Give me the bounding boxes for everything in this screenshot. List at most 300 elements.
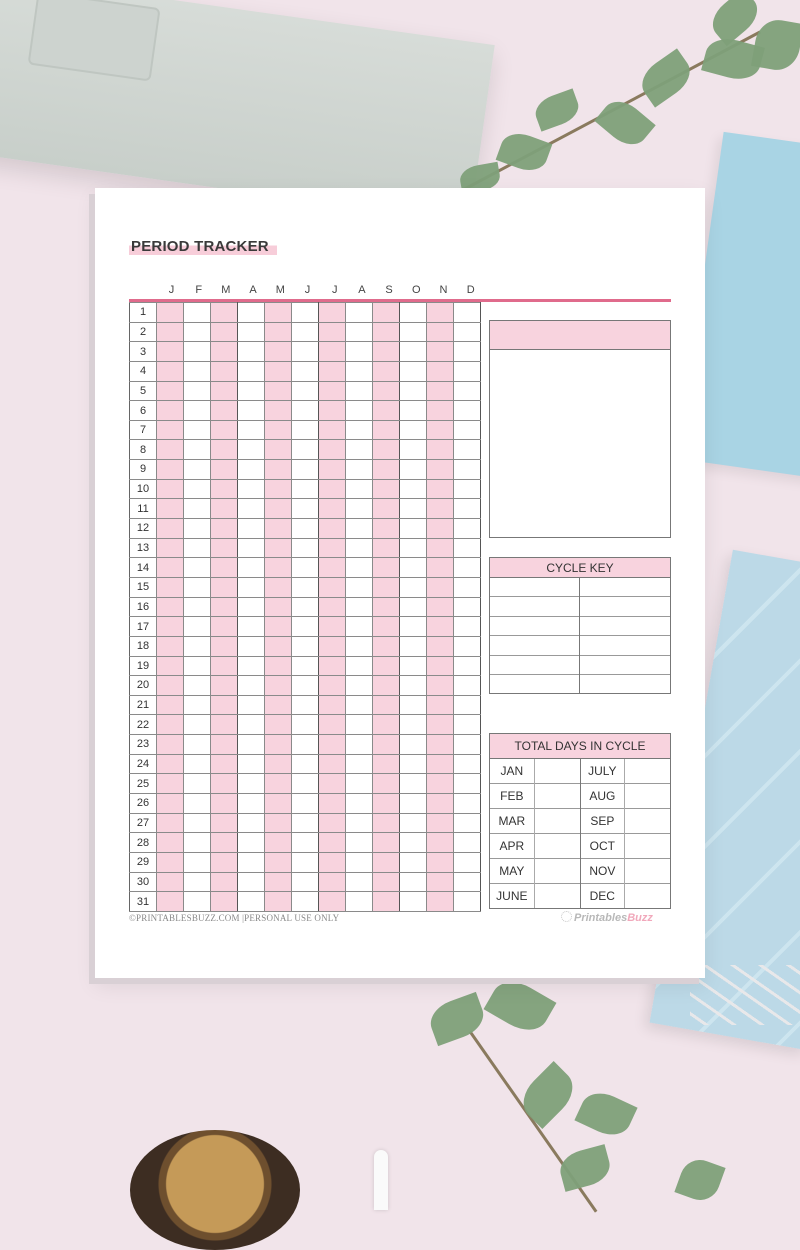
tracker-cell[interactable] [184,715,211,735]
tracker-cell[interactable] [454,499,481,519]
tracker-cell[interactable] [265,715,292,735]
tracker-cell[interactable] [157,558,184,578]
tracker-cell[interactable] [157,892,184,912]
tracker-cell[interactable] [211,322,238,342]
tracker-cell[interactable] [211,597,238,617]
tracker-cell[interactable] [238,499,265,519]
tracker-cell[interactable] [238,833,265,853]
tracker-cell[interactable] [400,401,427,421]
tracker-cell[interactable] [373,322,400,342]
tracker-cell[interactable] [346,636,373,656]
tracker-cell[interactable] [238,794,265,814]
tracker-cell[interactable] [184,401,211,421]
tracker-cell[interactable] [211,774,238,794]
tracker-cell[interactable] [265,440,292,460]
tracker-cell[interactable] [292,361,319,381]
tracker-cell[interactable] [454,479,481,499]
tracker-cell[interactable] [157,519,184,539]
tracker-cell[interactable] [265,833,292,853]
cycle-key-symbol-cell[interactable] [490,655,580,674]
tracker-cell[interactable] [400,597,427,617]
tracker-cell[interactable] [184,872,211,892]
tracker-cell[interactable] [346,676,373,696]
tracker-cell[interactable] [211,499,238,519]
tracker-cell[interactable] [157,460,184,480]
tracker-cell[interactable] [184,833,211,853]
tracker-cell[interactable] [211,460,238,480]
tracker-cell[interactable] [400,322,427,342]
tracker-cell[interactable] [427,322,454,342]
tracker-cell[interactable] [427,538,454,558]
tracker-cell[interactable] [238,617,265,637]
tracker-cell[interactable] [400,381,427,401]
tracker-cell[interactable] [157,617,184,637]
tracker-cell[interactable] [211,872,238,892]
tracker-cell[interactable] [454,695,481,715]
tracker-cell[interactable] [184,754,211,774]
tracker-cell[interactable] [265,636,292,656]
tracker-cell[interactable] [346,813,373,833]
tracker-cell[interactable] [427,715,454,735]
tracker-cell[interactable] [238,676,265,696]
tracker-cell[interactable] [400,303,427,323]
total-days-value-cell[interactable] [625,859,670,884]
tracker-cell[interactable] [184,303,211,323]
tracker-cell[interactable] [319,676,346,696]
tracker-cell[interactable] [211,695,238,715]
tracker-cell[interactable] [400,872,427,892]
tracker-cell[interactable] [157,872,184,892]
tracker-cell[interactable] [427,774,454,794]
tracker-cell[interactable] [454,577,481,597]
tracker-cell[interactable] [427,794,454,814]
tracker-cell[interactable] [292,460,319,480]
tracker-cell[interactable] [238,342,265,362]
total-days-value-cell[interactable] [534,859,580,884]
tracker-cell[interactable] [157,852,184,872]
tracker-cell[interactable] [319,833,346,853]
tracker-cell[interactable] [373,892,400,912]
tracker-cell[interactable] [157,695,184,715]
tracker-cell[interactable] [319,872,346,892]
tracker-cell[interactable] [400,440,427,460]
cycle-key-meaning-cell[interactable] [580,578,671,597]
tracker-cell[interactable] [184,440,211,460]
tracker-cell[interactable] [211,715,238,735]
tracker-cell[interactable] [427,303,454,323]
tracker-cell[interactable] [292,519,319,539]
total-days-value-cell[interactable] [625,834,670,859]
tracker-cell[interactable] [346,460,373,480]
tracker-cell[interactable] [427,852,454,872]
tracker-cell[interactable] [184,519,211,539]
tracker-cell[interactable] [265,519,292,539]
tracker-cell[interactable] [319,597,346,617]
tracker-cell[interactable] [319,342,346,362]
tracker-cell[interactable] [292,420,319,440]
tracker-cell[interactable] [319,303,346,323]
tracker-cell[interactable] [292,715,319,735]
tracker-cell[interactable] [292,656,319,676]
tracker-cell[interactable] [265,735,292,755]
tracker-cell[interactable] [157,499,184,519]
tracker-cell[interactable] [427,617,454,637]
tracker-cell[interactable] [454,401,481,421]
tracker-cell[interactable] [157,361,184,381]
tracker-cell[interactable] [400,617,427,637]
tracker-cell[interactable] [265,774,292,794]
tracker-cell[interactable] [292,303,319,323]
tracker-cell[interactable] [265,597,292,617]
tracker-cell[interactable] [157,440,184,460]
tracker-cell[interactable] [157,479,184,499]
tracker-cell[interactable] [211,342,238,362]
tracker-cell[interactable] [265,381,292,401]
total-days-value-cell[interactable] [534,834,580,859]
tracker-cell[interactable] [400,519,427,539]
tracker-cell[interactable] [184,577,211,597]
tracker-cell[interactable] [427,833,454,853]
tracker-cell[interactable] [265,794,292,814]
tracker-cell[interactable] [373,833,400,853]
tracker-cell[interactable] [157,774,184,794]
tracker-cell[interactable] [184,774,211,794]
tracker-cell[interactable] [184,558,211,578]
cycle-key-symbol-cell[interactable] [490,674,580,693]
cycle-key-symbol-cell[interactable] [490,578,580,597]
tracker-cell[interactable] [292,872,319,892]
tracker-cell[interactable] [400,420,427,440]
tracker-cell[interactable] [319,636,346,656]
tracker-cell[interactable] [373,636,400,656]
tracker-cell[interactable] [319,794,346,814]
tracker-cell[interactable] [211,617,238,637]
tracker-cell[interactable] [400,460,427,480]
tracker-cell[interactable] [346,538,373,558]
tracker-cell[interactable] [157,754,184,774]
tracker-cell[interactable] [319,715,346,735]
tracker-cell[interactable] [184,420,211,440]
tracker-cell[interactable] [211,735,238,755]
tracker-cell[interactable] [157,676,184,696]
tracker-cell[interactable] [454,420,481,440]
tracker-cell[interactable] [211,892,238,912]
tracker-cell[interactable] [211,794,238,814]
tracker-cell[interactable] [346,519,373,539]
tracker-cell[interactable] [157,833,184,853]
tracker-cell[interactable] [292,774,319,794]
tracker-cell[interactable] [454,617,481,637]
tracker-cell[interactable] [373,676,400,696]
tracker-cell[interactable] [400,577,427,597]
tracker-cell[interactable] [319,538,346,558]
tracker-cell[interactable] [400,892,427,912]
tracker-cell[interactable] [346,381,373,401]
tracker-cell[interactable] [265,676,292,696]
tracker-cell[interactable] [265,558,292,578]
total-days-value-cell[interactable] [625,784,670,809]
tracker-cell[interactable] [184,636,211,656]
tracker-cell[interactable] [373,420,400,440]
tracker-cell[interactable] [400,833,427,853]
tracker-cell[interactable] [454,892,481,912]
tracker-cell[interactable] [238,813,265,833]
tracker-cell[interactable] [454,538,481,558]
tracker-cell[interactable] [238,715,265,735]
tracker-cell[interactable] [373,715,400,735]
tracker-cell[interactable] [157,538,184,558]
tracker-cell[interactable] [454,303,481,323]
tracker-cell[interactable] [238,892,265,912]
tracker-cell[interactable] [319,695,346,715]
tracker-cell[interactable] [373,735,400,755]
tracker-cell[interactable] [292,892,319,912]
tracker-cell[interactable] [454,872,481,892]
tracker-cell[interactable] [400,794,427,814]
tracker-cell[interactable] [211,519,238,539]
tracker-cell[interactable] [211,303,238,323]
tracker-cell[interactable] [265,852,292,872]
tracker-cell[interactable] [427,813,454,833]
tracker-cell[interactable] [265,420,292,440]
tracker-cell[interactable] [373,852,400,872]
tracker-cell[interactable] [346,440,373,460]
tracker-cell[interactable] [265,342,292,362]
tracker-cell[interactable] [292,794,319,814]
tracker-cell[interactable] [292,852,319,872]
tracker-cell[interactable] [265,892,292,912]
tracker-cell[interactable] [265,401,292,421]
tracker-cell[interactable] [373,695,400,715]
tracker-cell[interactable] [427,361,454,381]
tracker-cell[interactable] [157,420,184,440]
tracker-cell[interactable] [265,361,292,381]
tracker-cell[interactable] [454,381,481,401]
tracker-cell[interactable] [319,401,346,421]
tracker-cell[interactable] [238,519,265,539]
tracker-cell[interactable] [157,322,184,342]
tracker-cell[interactable] [454,833,481,853]
tracker-cell[interactable] [211,813,238,833]
tracker-cell[interactable] [157,813,184,833]
tracker-cell[interactable] [373,577,400,597]
tracker-cell[interactable] [238,558,265,578]
tracker-cell[interactable] [373,342,400,362]
tracker-cell[interactable] [319,460,346,480]
cycle-key-meaning-cell[interactable] [580,636,671,655]
tracker-cell[interactable] [238,754,265,774]
tracker-cell[interactable] [211,361,238,381]
tracker-cell[interactable] [238,852,265,872]
tracker-cell[interactable] [427,676,454,696]
tracker-cell[interactable] [319,381,346,401]
tracker-cell[interactable] [400,715,427,735]
tracker-cell[interactable] [157,656,184,676]
cycle-key-symbol-cell[interactable] [490,597,580,616]
tracker-cell[interactable] [265,479,292,499]
tracker-cell[interactable] [373,597,400,617]
tracker-cell[interactable] [211,852,238,872]
tracker-cell[interactable] [373,538,400,558]
tracker-cell[interactable] [319,577,346,597]
tracker-cell[interactable] [319,519,346,539]
tracker-cell[interactable] [400,538,427,558]
tracker-cell[interactable] [292,676,319,696]
tracker-cell[interactable] [346,322,373,342]
tracker-cell[interactable] [292,597,319,617]
tracker-cell[interactable] [319,892,346,912]
tracker-cell[interactable] [211,577,238,597]
tracker-cell[interactable] [346,774,373,794]
tracker-cell[interactable] [238,381,265,401]
tracker-cell[interactable] [265,322,292,342]
tracker-cell[interactable] [319,558,346,578]
tracker-cell[interactable] [265,577,292,597]
tracker-cell[interactable] [400,813,427,833]
tracker-cell[interactable] [454,460,481,480]
tracker-cell[interactable] [454,558,481,578]
tracker-cell[interactable] [346,735,373,755]
tracker-cell[interactable] [454,676,481,696]
tracker-cell[interactable] [211,754,238,774]
tracker-cell[interactable] [373,361,400,381]
tracker-cell[interactable] [373,774,400,794]
total-days-value-cell[interactable] [534,809,580,834]
tracker-cell[interactable] [292,558,319,578]
tracker-cell[interactable] [238,303,265,323]
tracker-cell[interactable] [454,735,481,755]
tracker-cell[interactable] [346,715,373,735]
tracker-cell[interactable] [238,636,265,656]
tracker-cell[interactable] [157,381,184,401]
tracker-cell[interactable] [157,597,184,617]
tracker-cell[interactable] [184,852,211,872]
tracker-cell[interactable] [157,794,184,814]
tracker-cell[interactable] [400,656,427,676]
tracker-cell[interactable] [373,381,400,401]
cycle-key-meaning-cell[interactable] [580,655,671,674]
tracker-cell[interactable] [373,558,400,578]
tracker-cell[interactable] [292,342,319,362]
tracker-cell[interactable] [157,715,184,735]
tracker-cell[interactable] [184,676,211,696]
tracker-cell[interactable] [211,381,238,401]
tracker-cell[interactable] [319,322,346,342]
tracker-cell[interactable] [427,892,454,912]
tracker-cell[interactable] [157,342,184,362]
tracker-cell[interactable] [400,676,427,696]
tracker-cell[interactable] [454,322,481,342]
tracker-cell[interactable] [427,577,454,597]
tracker-cell[interactable] [319,617,346,637]
tracker-cell[interactable] [454,636,481,656]
cycle-key-meaning-cell[interactable] [580,597,671,616]
total-days-value-cell[interactable] [625,884,670,909]
tracker-cell[interactable] [373,872,400,892]
tracker-cell[interactable] [157,636,184,656]
tracker-cell[interactable] [346,479,373,499]
tracker-cell[interactable] [238,322,265,342]
tracker-cell[interactable] [346,892,373,912]
tracker-cell[interactable] [265,754,292,774]
tracker-cell[interactable] [346,794,373,814]
tracker-cell[interactable] [454,715,481,735]
tracker-cell[interactable] [427,440,454,460]
tracker-cell[interactable] [427,479,454,499]
total-days-value-cell[interactable] [625,809,670,834]
tracker-cell[interactable] [346,872,373,892]
tracker-cell[interactable] [346,342,373,362]
tracker-cell[interactable] [292,322,319,342]
tracker-cell[interactable] [238,735,265,755]
tracker-cell[interactable] [184,361,211,381]
tracker-cell[interactable] [400,852,427,872]
tracker-cell[interactable] [400,361,427,381]
tracker-cell[interactable] [346,303,373,323]
tracker-cell[interactable] [454,774,481,794]
tracker-cell[interactable] [211,833,238,853]
tracker-cell[interactable] [454,519,481,539]
tracker-cell[interactable] [427,872,454,892]
tracker-cell[interactable] [427,519,454,539]
tracker-cell[interactable] [184,735,211,755]
tracker-cell[interactable] [265,617,292,637]
tracker-cell[interactable] [184,617,211,637]
tracker-cell[interactable] [211,558,238,578]
tracker-cell[interactable] [238,361,265,381]
tracker-cell[interactable] [454,342,481,362]
tracker-cell[interactable] [184,794,211,814]
tracker-cell[interactable] [319,813,346,833]
tracker-cell[interactable] [373,813,400,833]
cycle-key-symbol-cell[interactable] [490,636,580,655]
tracker-cell[interactable] [454,597,481,617]
tracker-cell[interactable] [157,401,184,421]
tracker-cell[interactable] [265,695,292,715]
tracker-cell[interactable] [211,636,238,656]
tracker-cell[interactable] [427,754,454,774]
tracker-cell[interactable] [238,538,265,558]
tracker-cell[interactable] [292,401,319,421]
tracker-cell[interactable] [373,303,400,323]
tracker-cell[interactable] [238,872,265,892]
tracker-cell[interactable] [373,401,400,421]
tracker-cell[interactable] [292,440,319,460]
tracker-cell[interactable] [346,420,373,440]
tracker-cell[interactable] [265,303,292,323]
tracker-cell[interactable] [184,460,211,480]
tracker-cell[interactable] [373,754,400,774]
cycle-key-symbol-cell[interactable] [490,616,580,635]
tracker-cell[interactable] [238,460,265,480]
tracker-cell[interactable] [238,479,265,499]
tracker-cell[interactable] [157,735,184,755]
tracker-cell[interactable] [238,774,265,794]
tracker-cell[interactable] [292,617,319,637]
tracker-cell[interactable] [346,401,373,421]
tracker-cell[interactable] [346,597,373,617]
tracker-cell[interactable] [319,420,346,440]
tracker-cell[interactable] [427,342,454,362]
tracker-cell[interactable] [292,735,319,755]
tracker-cell[interactable] [238,577,265,597]
tracker-cell[interactable] [400,558,427,578]
tracker-cell[interactable] [427,656,454,676]
tracker-cell[interactable] [211,440,238,460]
tracker-cell[interactable] [400,636,427,656]
tracker-cell[interactable] [346,695,373,715]
tracker-cell[interactable] [454,361,481,381]
